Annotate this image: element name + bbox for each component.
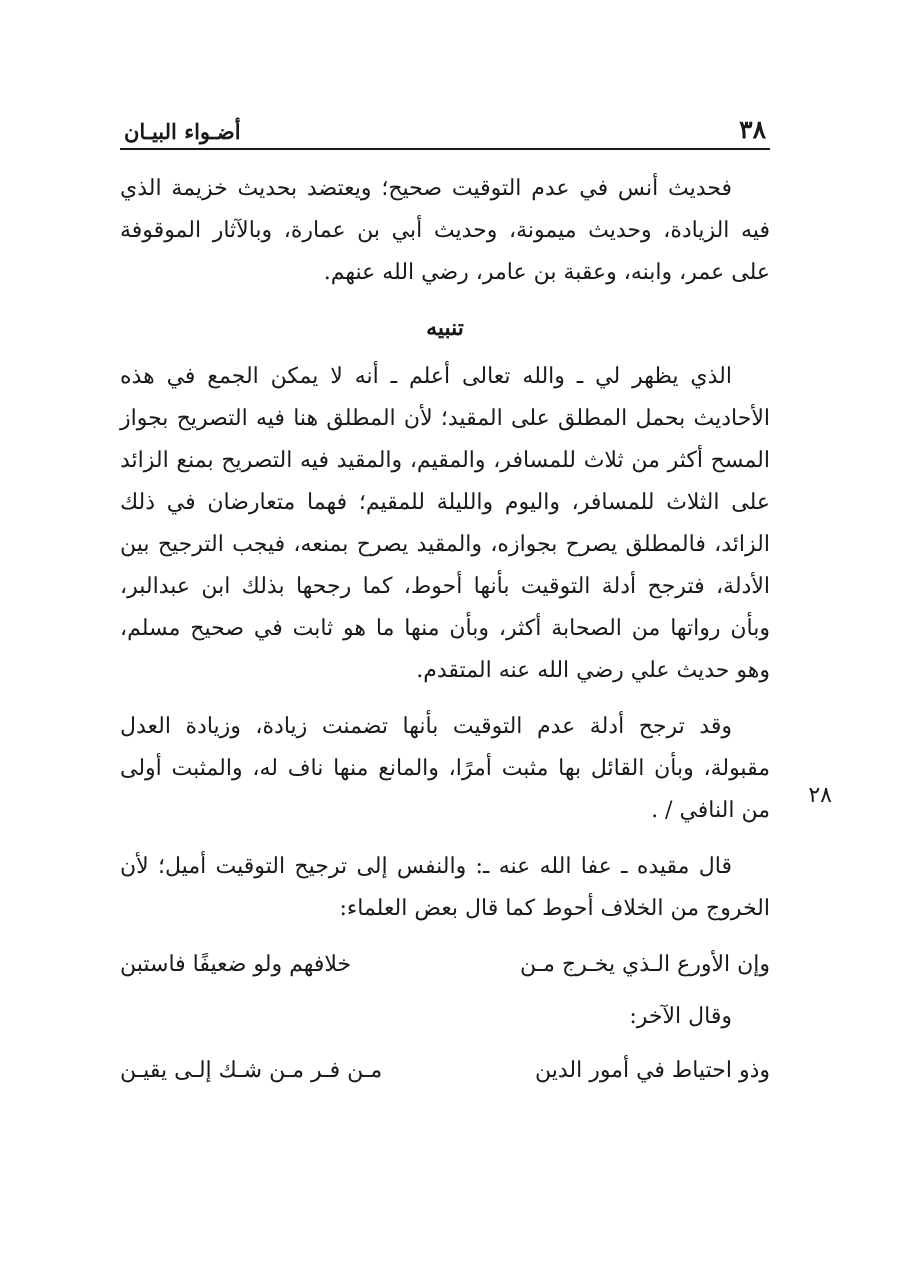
- book-page: [120, 100, 832, 1102]
- verse-1-second-hemistich: خلافهم ولو ضعيفًا فاستبن: [120, 952, 352, 977]
- verse-intro: وقال الآخر:: [629, 1004, 732, 1029]
- paragraph-author-opinion: قال مقيده ـ عفا الله عنه ـ: والنفس إلى ترجيح التوقيت أميل؛ لأن الخروج من الخلاف أحوط كما قال بعض العلماء:: [120, 854, 770, 921]
- page-content: [120, 168, 832, 1092]
- book-title: أضـواء البيـان: [124, 119, 241, 144]
- verse-1-first-hemistich: وإن الأورع الـذي يخـرج مـن: [519, 952, 770, 977]
- margin-page-number: ٢٨: [808, 783, 832, 808]
- paragraph-wrapper: [120, 706, 832, 832]
- verse-line-2: [120, 1050, 770, 1092]
- paragraph-reconciliation: الذي يظهر لي ـ والله تعالى أعلم ـ أنه لا يمكن الجمع في هذه الأحاديث بحمل المطلق على المقيد؛ لأن المطلق هنا فيه التصريح بجواز المسح أكثر من ثلاث للمسافر، والمقيم، والمقيد فيه التصريح بمنع الزائد على الثلاث للمسافر، واليوم والليلة للمقيم؛ فهما متعارضان في ذلك الزائد، فالمطلق يصرح بجوازه، والمقيد يصرح بمنعه، فيجب الترجيح بين الأدلة، فترجح أدلة التوقيت بأنها أحوط، كما رجحها بذلك ابن عبدالبر، وبأن رواتها من الصحابة أكثر، وبأن منها ما هو ثابت في صحيح مسلم، وهو حديث علي رضي الله عنه المتقدم.: [120, 364, 770, 683]
- verse-line-1: [120, 944, 770, 986]
- verse-2-first-hemistich: وذو احتياط في أمور الدين: [534, 1058, 770, 1083]
- paragraph-preference: وقد ترجح أدلة عدم التوقيت بأنها تضمنت زيادة، وزيادة العدل مقبولة، وبأن القائل بها مثبت أمرًا، والمانع منها ناف له، والمثبت أولى من النافي / .: [120, 714, 770, 823]
- page-header: [120, 100, 770, 150]
- section-heading: تنبيه: [426, 315, 464, 341]
- page-number: ٣٨: [739, 115, 766, 144]
- verse-2-second-hemistich: مـن فـر مـن شـك إلـى يقيـن: [120, 1058, 383, 1083]
- paragraph-anas-hadith: فحديث أنس في عدم التوقيت صحيح؛ ويعتضد بحديث خزيمة الذي فيه الزيادة، وحديث ميمونة، وحديث أبي بن عمارة، وبالآثار الموقوفة على عمر، وابنه، وعقبة بن عامر، رضي الله عنهم.: [120, 176, 770, 285]
